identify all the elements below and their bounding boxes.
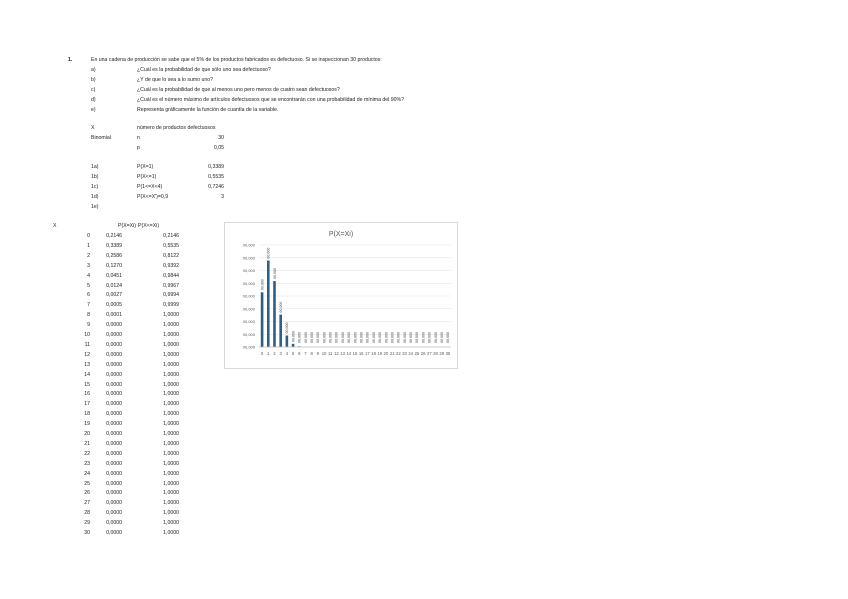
table-cell-cdf: 0,9844 — [163, 272, 179, 279]
data-label: 00,000 — [266, 247, 271, 259]
table-cell-cdf: 1,0000 — [163, 381, 179, 388]
table-cell-x: 27 — [84, 500, 90, 507]
answer-value: 0,3389 — [208, 164, 224, 170]
table-cell-pmf: 0,0000 — [106, 411, 122, 418]
answer-expression: P(X<=1) — [137, 174, 157, 180]
answer-value: 3 — [221, 194, 224, 200]
table-cell-pmf: 0,0124 — [106, 282, 122, 289]
y-tick-label: 00,000 — [242, 319, 255, 325]
data-label: 00,000 — [421, 332, 426, 343]
table-cell-pmf: 0,0027 — [106, 292, 122, 299]
answer-id: 1c) — [91, 184, 99, 190]
data-label: 00,000 — [303, 332, 308, 343]
data-label: 00,000 — [359, 332, 364, 343]
x-tick-label: 11 — [328, 351, 333, 356]
table-cell-cdf: 0,5535 — [163, 242, 179, 249]
data-label: 00,000 — [334, 332, 339, 343]
data-label: 00,000 — [316, 332, 321, 343]
answer-expression: P(1<=X<4) — [137, 184, 163, 190]
table-cell-pmf: 0,0000 — [106, 520, 122, 527]
table-cell-pmf: 0,0000 — [106, 530, 122, 536]
x-tick-label: 12 — [334, 351, 339, 356]
data-label: 00,000 — [328, 332, 333, 343]
question-text: ¿Cuál es el número máximo de artículos defectuosos que se encontrarán con una probabilidad de mínima del 90%? — [137, 97, 405, 103]
table-cell-pmf: 0,2146 — [106, 233, 122, 239]
problem-number: 1. — [68, 57, 73, 63]
table-cell-x: 18 — [84, 411, 90, 418]
table-cell-x: 26 — [84, 490, 90, 497]
y-tick-label: 00,000 — [242, 306, 255, 312]
data-label: 00,000 — [427, 332, 432, 343]
question-label: a) — [91, 67, 96, 73]
table-cell-x: 29 — [84, 520, 90, 527]
table-cell-pmf: 0,0000 — [106, 440, 122, 447]
problem-statement: En una cadena de producción se sabe que el 5% de los productos fabricados es defectuoso. Si se inspeccionan 30 productos: — [91, 57, 382, 63]
table-cell-pmf: 0,1270 — [106, 262, 122, 269]
table-cell-pmf: 0,0000 — [106, 341, 122, 348]
p-value: 0,05 — [213, 145, 224, 151]
table-cell-x: 4 — [87, 272, 90, 279]
question-text: ¿Y de que lo sea a lo sumo uno? — [137, 77, 214, 83]
table-cell-x: 7 — [87, 302, 90, 309]
question-label: c) — [91, 87, 96, 93]
data-label: 00,000 — [278, 301, 283, 313]
x-tick-label: 4 — [285, 351, 289, 356]
table-cell-x: 9 — [87, 322, 90, 329]
x-tick-label: 0 — [260, 351, 264, 356]
data-label: 00,000 — [415, 332, 420, 343]
table-cell-x: 13 — [84, 361, 90, 368]
distribution-label: Binomial — [91, 135, 111, 141]
n-label: n — [137, 135, 140, 141]
table-cell-cdf: 1,0000 — [163, 411, 179, 418]
bar — [261, 292, 264, 347]
data-label: 00,000 — [291, 330, 296, 342]
table-cell-pmf: 0,0000 — [106, 490, 122, 497]
x-tick-label: 21 — [389, 351, 395, 356]
table-cell-cdf: 1,0000 — [163, 510, 179, 517]
table-cell-x: 30 — [84, 530, 90, 536]
x-tick-label: 16 — [358, 351, 364, 356]
table-cell-pmf: 0,0000 — [106, 401, 122, 408]
table-cell-cdf: 1,0000 — [163, 371, 179, 378]
table-cell-pmf: 0,0000 — [106, 450, 122, 457]
bar — [286, 335, 289, 347]
data-label: 00,000 — [272, 268, 277, 280]
answer-id: 1b) — [91, 174, 99, 180]
table-cell-x: 16 — [84, 391, 90, 398]
table-cell-pmf: 0,0000 — [106, 460, 122, 467]
question-label: e) — [91, 107, 96, 113]
data-label: 00,000 — [322, 332, 327, 343]
table-header-x: X — [53, 223, 57, 229]
x-tick-label: 5 — [291, 351, 295, 356]
data-label: 00,000 — [297, 332, 302, 343]
table-cell-x: 14 — [84, 371, 90, 378]
p-label: p — [137, 145, 140, 151]
data-label: 00,000 — [433, 332, 438, 343]
data-label: 00,000 — [402, 332, 407, 343]
data-label: 00,000 — [260, 279, 265, 291]
table-cell-x: 10 — [84, 332, 90, 338]
data-label: 00,000 — [378, 332, 383, 343]
table-cell-pmf: 0,0000 — [106, 500, 122, 507]
x-tick-label: 29 — [439, 351, 445, 356]
table-cell-x: 22 — [84, 450, 90, 457]
x-tick-label: 20 — [383, 351, 389, 356]
table-cell-pmf: 0,0000 — [106, 361, 122, 368]
table-header-pmf: P(X=Xi) — [118, 223, 137, 229]
table-cell-pmf: 0,0000 — [106, 431, 122, 437]
data-label: 00,000 — [409, 332, 414, 343]
answer-id: 1a) — [91, 164, 99, 170]
x-tick-label: 2 — [273, 351, 276, 356]
table-cell-cdf: 1,0000 — [163, 480, 179, 487]
x-tick-label: 1 — [267, 351, 270, 356]
variable-description: número de productos defectuosos — [137, 125, 216, 131]
x-tick-label: 6 — [298, 351, 301, 356]
x-tick-label: 28 — [433, 351, 438, 356]
table-cell-cdf: 0,9392 — [163, 262, 179, 269]
table-cell-cdf: 1,0000 — [163, 450, 179, 457]
table-cell-pmf: 0,0000 — [106, 332, 122, 338]
table-cell-cdf: 1,0000 — [163, 351, 179, 358]
data-label: 00,000 — [285, 322, 290, 334]
table-cell-pmf: 0,0000 — [106, 381, 122, 388]
table-cell-cdf: 1,0000 — [163, 530, 179, 536]
table-cell-x: 20 — [84, 431, 90, 437]
table-cell-cdf: 1,0000 — [163, 490, 179, 497]
table-cell-x: 28 — [84, 510, 90, 517]
table-cell-x: 2 — [87, 252, 90, 259]
variable-x-label: X — [91, 125, 95, 131]
x-tick-label: 26 — [420, 351, 426, 356]
x-tick-label: 18 — [371, 351, 376, 356]
x-tick-label: 9 — [316, 351, 320, 356]
question-label: b) — [91, 77, 96, 83]
table-cell-pmf: 0,0000 — [106, 421, 122, 428]
table-cell-cdf: 1,0000 — [163, 322, 179, 329]
data-label: 00,000 — [371, 332, 376, 343]
data-label: 00,000 — [446, 332, 451, 343]
table-cell-x: 25 — [84, 480, 90, 487]
table-cell-cdf: 1,0000 — [163, 421, 179, 428]
table-cell-cdf: 0,9999 — [163, 302, 179, 309]
table-cell-cdf: 1,0000 — [163, 431, 179, 437]
x-tick-label: 25 — [414, 351, 420, 356]
bar — [279, 315, 282, 347]
data-label: 00,000 — [396, 332, 401, 343]
answer-expression: P(X<=X')=0,9 — [137, 194, 169, 200]
x-tick-label: 7 — [304, 351, 307, 356]
x-tick-label: 15 — [352, 351, 358, 356]
chart-title: P(X=Xi) — [328, 231, 354, 238]
question-label: d) — [91, 97, 96, 103]
table-cell-cdf: 0,9994 — [163, 292, 179, 299]
x-tick-label: 30 — [445, 351, 451, 356]
table-cell-pmf: 0,0000 — [106, 351, 122, 358]
x-tick-label: 22 — [396, 351, 401, 356]
data-label: 00,000 — [440, 332, 445, 343]
table-cell-x: 15 — [84, 381, 90, 388]
table-cell-cdf: 1,0000 — [163, 470, 179, 477]
bar — [267, 261, 270, 347]
pmf-chart — [224, 222, 458, 369]
table-cell-pmf: 0,2586 — [106, 252, 122, 259]
data-label: 00,000 — [365, 332, 370, 343]
data-label: 00,000 — [353, 332, 358, 343]
table-cell-cdf: 1,0000 — [163, 500, 179, 507]
answer-expression: P(X=1) — [137, 164, 154, 170]
pmf-chart-svg — [225, 223, 457, 368]
table-cell-cdf: 1,0000 — [163, 520, 179, 527]
table-cell-x: 17 — [84, 401, 90, 408]
y-tick-label: 00,000 — [242, 331, 255, 337]
table-cell-x: 24 — [84, 470, 90, 477]
data-label: 00,000 — [390, 332, 395, 343]
table-cell-cdf: 1,0000 — [163, 391, 179, 398]
table-cell-cdf: 1,0000 — [163, 312, 179, 319]
x-tick-label: 24 — [408, 351, 414, 356]
y-tick-label: 00,000 — [242, 293, 255, 299]
x-tick-label: 10 — [321, 351, 327, 356]
table-cell-cdf: 0,9967 — [163, 282, 179, 289]
table-cell-x: 1 — [87, 242, 90, 249]
table-cell-cdf: 0,8122 — [163, 252, 179, 259]
answer-id: 1e) — [91, 204, 99, 210]
x-tick-label: 3 — [279, 351, 282, 356]
n-value: 30 — [218, 135, 224, 141]
table-cell-pmf: 0,0451 — [106, 272, 122, 279]
table-cell-x: 3 — [87, 262, 90, 269]
table-cell-pmf: 0,0001 — [106, 312, 122, 319]
table-cell-pmf: 0,0000 — [106, 510, 122, 517]
table-cell-pmf: 0,0000 — [106, 391, 122, 398]
data-label: 00,000 — [340, 332, 345, 343]
answer-value: 0,5535 — [208, 174, 224, 180]
table-cell-cdf: 1,0000 — [163, 332, 179, 338]
table-cell-cdf: 1,0000 — [163, 460, 179, 467]
table-cell-x: 8 — [87, 312, 90, 319]
table-cell-x: 6 — [87, 292, 90, 299]
data-label: 00,000 — [384, 332, 389, 343]
y-tick-label: 00,000 — [242, 242, 255, 248]
table-cell-cdf: 1,0000 — [163, 341, 179, 348]
x-tick-label: 19 — [377, 351, 383, 356]
table-cell-x: 0 — [87, 233, 90, 239]
x-tick-label: 23 — [402, 351, 407, 356]
x-tick-label: 27 — [426, 351, 432, 356]
bar — [273, 281, 276, 347]
y-tick-label: 00,000 — [242, 268, 255, 274]
x-tick-label: 14 — [346, 351, 352, 356]
table-header-cdf: P(X<=Xi) — [138, 223, 160, 229]
table-cell-x: 12 — [84, 351, 90, 358]
answer-value: 0,7246 — [208, 184, 224, 190]
table-cell-x: 11 — [84, 341, 90, 348]
answer-id: 1d) — [91, 194, 99, 200]
y-tick-label: 00,000 — [242, 344, 255, 350]
table-cell-x: 21 — [84, 440, 90, 447]
table-cell-pmf: 0,0000 — [106, 322, 122, 329]
question-text: ¿Cuál es la probabilidad de que al menos uno pero menos de cuatro sean defectuosos? — [137, 87, 340, 93]
table-cell-cdf: 0,2146 — [163, 233, 179, 239]
table-cell-x: 19 — [84, 421, 90, 428]
table-cell-pmf: 0,0005 — [106, 302, 122, 309]
table-cell-pmf: 0,0000 — [106, 371, 122, 378]
data-label: 00,000 — [309, 332, 314, 343]
question-text: ¿Cuál es la probabilidad de que sólo uno sea defectuoso? — [137, 67, 271, 73]
table-cell-cdf: 1,0000 — [163, 361, 179, 368]
table-cell-x: 5 — [87, 282, 90, 289]
table-cell-cdf: 1,0000 — [163, 440, 179, 447]
table-cell-pmf: 0,3389 — [106, 242, 122, 249]
data-label: 00,000 — [347, 332, 352, 343]
bar — [292, 344, 295, 347]
x-tick-label: 13 — [340, 351, 345, 356]
table-cell-cdf: 1,0000 — [163, 401, 179, 408]
table-cell-x: 23 — [84, 460, 90, 467]
x-tick-label: 8 — [310, 351, 313, 356]
table-cell-pmf: 0,0000 — [106, 480, 122, 487]
y-tick-label: 00,000 — [242, 280, 255, 286]
y-tick-label: 00,000 — [242, 255, 255, 261]
question-text: Representa gráficamente la función de cuantía de la variable. — [137, 107, 279, 113]
table-cell-pmf: 0,0000 — [106, 470, 122, 477]
x-tick-label: 17 — [365, 351, 370, 356]
